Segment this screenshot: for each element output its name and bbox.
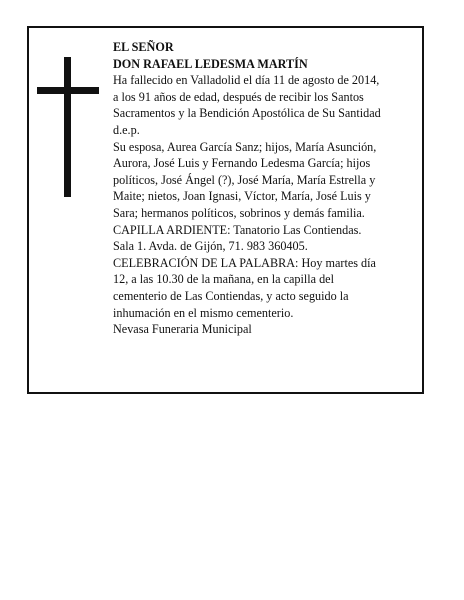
latin-cross-icon — [37, 57, 99, 197]
notice-line: políticos, José Ángel (?), José María, María Estrella y — [113, 172, 376, 187]
obituary-text — [113, 39, 418, 338]
notice-line: Aurora, José Luis y Fernando Ledesma García; hijos — [113, 156, 371, 171]
notice-line: CELEBRACIÓN DE LA PALABRA: Hoy martes día — [113, 255, 376, 270]
notice-line: CAPILLA ARDIENTE: Tanatorio Las Contiendas. — [113, 222, 362, 237]
notice-line: Nevasa Funeraria Municipal — [113, 322, 252, 337]
notice-line: cementerio de Las Contiendas, y acto seguido la — [113, 288, 349, 303]
notice-line: 12, a las 10.30 de la mañana, en la capilla del — [113, 272, 334, 287]
notice-line: Sara; hermanos políticos, sobrinos y demás familia. — [113, 205, 365, 220]
notice-line: Ha fallecido en Valladolid el día 11 de agosto de 2014, — [113, 73, 380, 88]
notice-line: inhumación en el mismo cementerio. — [113, 305, 294, 320]
notice-line: EL SEÑOR — [113, 40, 174, 54]
cross-vertical-bar — [64, 57, 71, 197]
notice-line: Su esposa, Aurea García Sanz; hijos, María Asunción, — [113, 139, 377, 154]
notice-line: Sacramentos y la Bendición Apostólica de Su Santidad — [113, 106, 381, 121]
notice-line: a los 91 años de edad, después de recibir los Santos — [113, 89, 364, 104]
notice-line: Maite; nietos, Joan Ignasi, Víctor, María, José Luis y — [113, 189, 371, 204]
notice-line: DON RAFAEL LEDESMA MARTÍN — [113, 56, 308, 71]
notice-line: d.e.p. — [113, 122, 140, 137]
cross-horizontal-bar — [37, 87, 99, 94]
notice-line: Sala 1. Avda. de Gijón, 71. 983 360405. — [113, 239, 308, 254]
